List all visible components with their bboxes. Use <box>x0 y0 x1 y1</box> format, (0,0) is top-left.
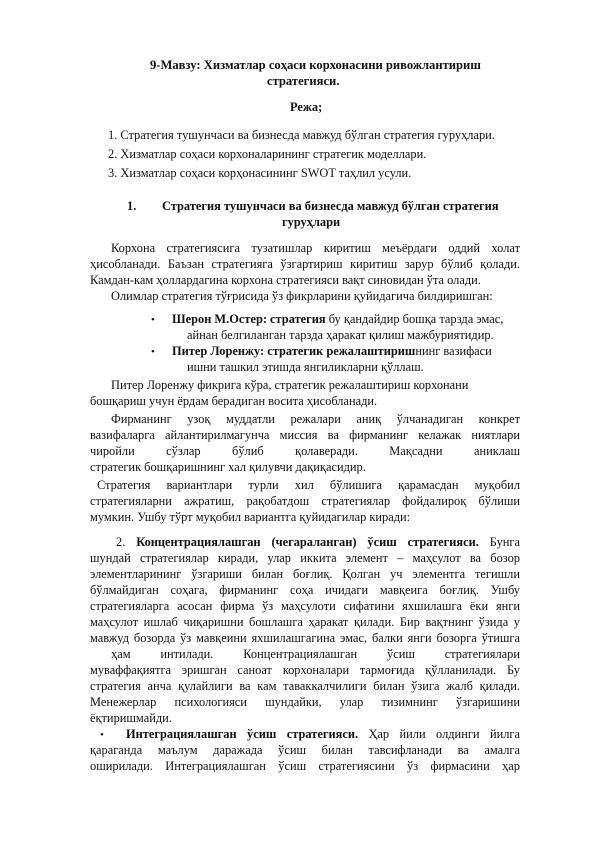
paragraph-lead <box>116 535 520 550</box>
paragraph-line: ҳисобланади. Баъзан стратегияга ўзгартириш киритиш зарур бўлиб қолади. <box>90 257 520 271</box>
paragraph-line: Олимлар стратегия тўғрисида ўз фикрларини қуйидагича билдиришган: <box>111 289 493 303</box>
paragraph-line: мумкин. Ушбу тўрт муқобил вариантга қуйидагилар киради: <box>90 510 411 524</box>
paragraph-line: Менежерлар психологияси шундайки, улар тизимнинг ўзгаришини <box>90 695 520 709</box>
bullet-icon: • <box>151 314 155 326</box>
paragraph-line: бўлмайдиган соҳага, фирманинг соҳа ичидаги мавқеига боғлиқ. Ушбу <box>90 583 520 597</box>
plan-item-1: 1. Стратегия тушунчаси ва бизнесда мавжуд бўлган стратегия гуруҳлари. <box>108 128 495 142</box>
paragraph-line: Фирманинг узоқ муддатли режалари аниқ ўлчанадиган конкрет <box>111 412 520 426</box>
paragraph-line: муваффақиятга эришган саноат корхоналари тармоғида қўлланилади. Бу <box>90 663 520 677</box>
title-line-2: стратегияси. <box>267 74 340 88</box>
bullet-icon: • <box>100 729 104 741</box>
lead-bold: Интеграциялашган ўсиш стратегияси. <box>126 727 359 741</box>
paragraph-line: вазифаларга айлантирилмагунча миссия ва фирманинг келажак ниятлари <box>90 428 520 442</box>
lead-text: Бунга <box>478 535 520 549</box>
paragraph-line: шундай стратегиялар киради, улар иккита элемент – маҳсулот ва бозор <box>90 551 520 565</box>
plan-label: Режа; <box>290 100 323 114</box>
paragraph-line: Питер Лоренжу фикрига кўра, стратегик режалаштириш корхонани <box>111 378 469 392</box>
bullet-item-1 <box>172 312 503 327</box>
plan-item-3: 3. Хизматлар соҳаси корҳонасининг SWOT таҳлил усули. <box>108 166 412 180</box>
paragraph-line: маҳсулот ишлаб чиқаришни бошлашга ҳаракат қилади. Бир вақтнинг ўзида у <box>90 615 520 629</box>
paragraph-line: Стратегия вариантлари турли хил бўлишига қарамасдан муқобил <box>97 478 520 492</box>
lead-number: 2. <box>116 535 137 549</box>
bullet-item-2-bold: Питер Лоренжу: стратегик режалаштириш <box>172 344 416 358</box>
bullet-icon: • <box>151 346 155 358</box>
section-title-line-1: Стратегия тушунчаси ва бизнесда мавжуд бўлган стратегия <box>162 199 499 213</box>
section-title-line-2: гуруҳлари <box>282 215 341 229</box>
paragraph-line: стратегик бошқаришнинг хал қилувчи дақиқасидир. <box>90 460 366 474</box>
bullet-item-1-bold: Шерон М.Остер: стратегия <box>172 312 326 326</box>
paragraph-line: стратегия анча қулайлиги ва кам таваккалчилиги билан ўзига жалб қилади. <box>90 679 520 693</box>
lead-text: Ҳар йили олдинги йилга <box>358 727 520 741</box>
section-number: 1. <box>127 199 137 213</box>
paragraph-line: элементларининг ўзгариши билан боғлиқ. Қолган уч элементга тегишли <box>90 567 520 581</box>
lead-bold: Концентрациялашган (чегараланган) ўсиш стратегияси. <box>136 535 479 549</box>
plan-item-2: 2. Хизматлар соҳаси корхоналарининг стратегик моделлари. <box>108 147 427 161</box>
paragraph-line: қараганда маълум даражада ўсиш билан тавсифланади ва амалга <box>90 743 520 757</box>
paragraph-line: бошқариш учун ёрдам берадиган восита ҳисобланади. <box>90 394 378 408</box>
bullet-item-1-cont: айнан белгиланган тарзда ҳаракат қилиш мажбуриятидир. <box>187 328 494 342</box>
paragraph-line: Корхона стратегиясига тузатишлар киритиш меъёрдаги оддий холат <box>111 241 520 255</box>
paragraph-line: ҳам интилади. Концентрациялашган ўсиш стратегиялари <box>111 647 520 661</box>
paragraph-line: чиройли сўзлар бўлиб қолаверади. Мақсадни аниклаш <box>90 444 520 458</box>
bullet-item-2-text: нинг вазифаси <box>415 344 492 358</box>
paragraph-line: оширилади. Интеграциялашган ўсиш стратегиясини ўз фирмасини ҳар <box>90 759 520 773</box>
bullet-item-2-cont: ишни ташкил этишда янгиликларни қўллаш. <box>187 360 424 374</box>
paragraph-line: стратегияларга асосан фирма ўз маҳсулоти сифатини яхшилашга ёки янги <box>90 599 520 613</box>
paragraph-line: мавжуд бозорда ўз мавқеини яхшилашгагина эмас, балки янги бозорга ўтишга <box>90 631 520 645</box>
bullet-item-1-text: бу қандайдир бошқа тарзда эмас, <box>325 312 504 326</box>
title-line-1: 9-Мавзу: Хизматлар соҳаси корхонасини ривожлантириш <box>150 58 481 72</box>
bullet-item-2 <box>172 344 492 359</box>
paragraph-line: стратегияларни ажратиш, рақобатдош стратегиялар фойдалироқ бўлиши <box>90 494 520 508</box>
paragraph-line: ёқтиришмайди. <box>90 711 172 725</box>
paragraph-line: Камдан-кам ҳоллардагина корхона стратегияси вақт синовидан ўта олади. <box>90 273 481 287</box>
paragraph-lead <box>126 727 520 742</box>
